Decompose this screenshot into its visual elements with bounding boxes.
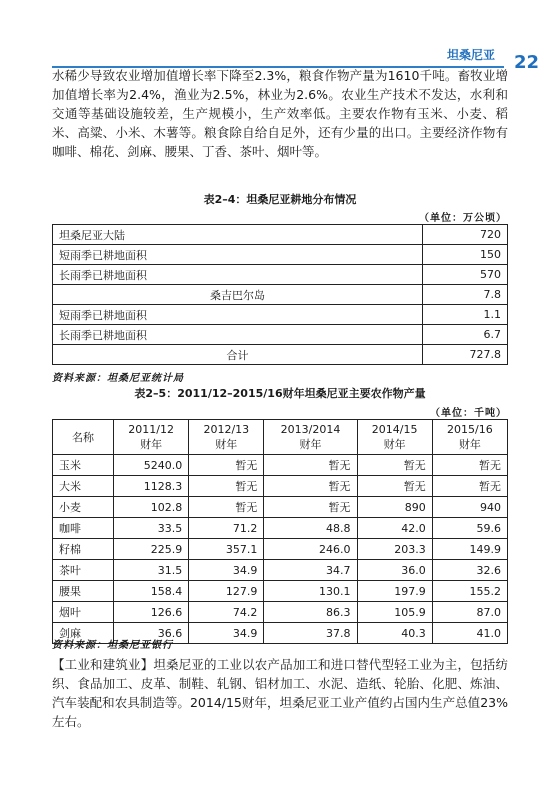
crop-value: 149.9 bbox=[432, 539, 507, 560]
fiscal-year-label: 财年 bbox=[299, 437, 322, 451]
crop-value: 225.9 bbox=[114, 539, 189, 560]
table2-year-header bbox=[189, 420, 264, 455]
year-label: 2011/12 bbox=[128, 422, 174, 436]
crop-value: 暂无 bbox=[264, 476, 357, 497]
crop-value: 41.0 bbox=[432, 623, 507, 644]
industry-paragraph bbox=[52, 655, 508, 731]
crop-value: 37.8 bbox=[264, 623, 357, 644]
year-label: 2013/2014 bbox=[280, 422, 341, 436]
table2-row bbox=[53, 455, 508, 476]
table1-row-value: 6.7 bbox=[423, 325, 508, 345]
industry-text: 坦桑尼亚的工业以农产品加工和进口替代型轻工业为主，包括纺织、食品加工、皮革、制鞋、轧钢、铝材加工、水泥、造纸、轮胎、化肥、炼油、汽车装配和农具制造等。2014/15财年，坦桑尼亚工业产值约占国内生产总值23%左右。 bbox=[52, 657, 508, 729]
crop-name: 腰果 bbox=[53, 581, 114, 602]
table1-row bbox=[53, 325, 508, 345]
crop-value: 暂无 bbox=[189, 476, 264, 497]
crop-value: 203.3 bbox=[357, 539, 432, 560]
crop-value: 暂无 bbox=[357, 455, 432, 476]
crop-value: 48.8 bbox=[264, 518, 357, 539]
table1-row-name: 短雨季已耕地面积 bbox=[53, 245, 423, 265]
fiscal-year-label: 财年 bbox=[383, 437, 406, 451]
crop-value: 31.5 bbox=[114, 560, 189, 581]
table1-row-value: 570 bbox=[423, 265, 508, 285]
table1-row-name: 桑吉巴尔岛 bbox=[53, 285, 423, 305]
table2-year-header bbox=[432, 420, 507, 455]
page-number: 22 bbox=[513, 52, 539, 73]
crop-value: 暂无 bbox=[432, 455, 507, 476]
crop-value: 暂无 bbox=[189, 497, 264, 518]
table1-source: 资料来源：坦桑尼亚统计局 bbox=[52, 373, 184, 384]
crop-name: 咖啡 bbox=[53, 518, 114, 539]
table1-row bbox=[53, 285, 508, 305]
table1-caption: 表2–4：坦桑尼亚耕地分布情况 bbox=[203, 193, 357, 206]
crop-value: 暂无 bbox=[432, 476, 507, 497]
crop-value: 暂无 bbox=[264, 497, 357, 518]
table2-caption: 表2–5：2011/12–2015/16财年坦桑尼亚主要农作物产量 bbox=[134, 387, 426, 400]
year-label: 2015/16 bbox=[447, 422, 493, 436]
crop-value: 87.0 bbox=[432, 602, 507, 623]
crop-value: 105.9 bbox=[357, 602, 432, 623]
crop-value: 130.1 bbox=[264, 581, 357, 602]
table2-source: 资料来源：坦桑尼亚银行 bbox=[52, 640, 173, 651]
table1-row-name: 短雨季已耕地面积 bbox=[53, 305, 423, 325]
table2-year-header bbox=[264, 420, 357, 455]
table1-row-value: 7.8 bbox=[423, 285, 508, 305]
crop-value: 暂无 bbox=[264, 455, 357, 476]
table1-row-name: 坦桑尼亚大陆 bbox=[53, 225, 423, 245]
crop-value: 59.6 bbox=[432, 518, 507, 539]
table2-row bbox=[53, 581, 508, 602]
crop-output-table bbox=[52, 419, 508, 644]
table2-unit: （单位：千吨） bbox=[430, 408, 507, 419]
crop-value: 36.0 bbox=[357, 560, 432, 581]
running-title: 坦桑尼亚 bbox=[446, 48, 495, 62]
crop-name: 烟叶 bbox=[53, 602, 114, 623]
crop-value: 246.0 bbox=[264, 539, 357, 560]
crop-value: 5240.0 bbox=[114, 455, 189, 476]
crop-value: 36.6 bbox=[114, 623, 189, 644]
crop-value: 34.9 bbox=[189, 623, 264, 644]
table1-row bbox=[53, 225, 508, 245]
table2-year-header bbox=[357, 420, 432, 455]
crop-value: 126.6 bbox=[114, 602, 189, 623]
table2-row bbox=[53, 539, 508, 560]
crop-name: 籽棉 bbox=[53, 539, 114, 560]
crop-value: 34.7 bbox=[264, 560, 357, 581]
crop-value: 34.9 bbox=[189, 560, 264, 581]
crop-value: 32.6 bbox=[432, 560, 507, 581]
crop-value: 155.2 bbox=[432, 581, 507, 602]
cultivated-land-table bbox=[52, 224, 508, 365]
crop-value: 158.4 bbox=[114, 581, 189, 602]
table2-year-header bbox=[114, 420, 189, 455]
table1-row-value: 1.1 bbox=[423, 305, 508, 325]
fiscal-year-label: 财年 bbox=[140, 437, 163, 451]
crop-value: 357.1 bbox=[189, 539, 264, 560]
table2-row bbox=[53, 602, 508, 623]
table2-row bbox=[53, 476, 508, 497]
crop-name: 茶叶 bbox=[53, 560, 114, 581]
crop-value: 1128.3 bbox=[114, 476, 189, 497]
crop-value: 86.3 bbox=[264, 602, 357, 623]
intro-paragraph: 水稀少导致农业增加值增长率下降至2.3%，粮食作物产量为1610千吨。畜牧业增加值增长率为2.4%，渔业为2.5%，林业为2.6%。农业生产技术不发达，水利和交通等基础设施较差，生产规模小，生产效率低。主要农作物有玉米、小麦、稻米、高粱、小米、木薯等。粮食除自给自足外，还有少量的出口。主要经济作物有咖啡、棉花、剑麻、腰果、丁香、茶叶、烟叶等。 bbox=[52, 68, 508, 159]
crop-value: 暂无 bbox=[189, 455, 264, 476]
crop-value: 暂无 bbox=[357, 476, 432, 497]
table2-row bbox=[53, 560, 508, 581]
table1-row-name: 长雨季已耕地面积 bbox=[53, 325, 423, 345]
table2-row bbox=[53, 497, 508, 518]
crop-value: 127.9 bbox=[189, 581, 264, 602]
crop-name: 大米 bbox=[53, 476, 114, 497]
fiscal-year-label: 财年 bbox=[215, 437, 238, 451]
table1-row bbox=[53, 265, 508, 285]
crop-value: 940 bbox=[432, 497, 507, 518]
table1-row-name: 合计 bbox=[53, 345, 423, 365]
table1-row-name: 长雨季已耕地面积 bbox=[53, 265, 423, 285]
crop-value: 74.2 bbox=[189, 602, 264, 623]
crop-name: 剑麻 bbox=[53, 623, 114, 644]
crop-value: 890 bbox=[357, 497, 432, 518]
table2-name-header: 名称 bbox=[53, 420, 114, 455]
table1-row-value: 150 bbox=[423, 245, 508, 265]
industry-heading: 【工业和建筑业】 bbox=[52, 657, 154, 672]
crop-value: 197.9 bbox=[357, 581, 432, 602]
crop-value: 42.0 bbox=[357, 518, 432, 539]
table1-row bbox=[53, 345, 508, 365]
year-label: 2012/13 bbox=[203, 422, 250, 436]
table1-row-value: 720 bbox=[423, 225, 508, 245]
crop-value: 40.3 bbox=[357, 623, 432, 644]
crop-value: 102.8 bbox=[114, 497, 189, 518]
table1-row bbox=[53, 245, 508, 265]
table1-row bbox=[53, 305, 508, 325]
crop-value: 71.2 bbox=[189, 518, 264, 539]
table1-unit: （单位：万公顷） bbox=[419, 213, 507, 224]
fiscal-year-label: 财年 bbox=[458, 437, 481, 451]
table1-row-value: 727.8 bbox=[423, 345, 508, 365]
table2-row bbox=[53, 518, 508, 539]
crop-value: 33.5 bbox=[114, 518, 189, 539]
crop-name: 玉米 bbox=[53, 455, 114, 476]
year-label: 2014/15 bbox=[371, 422, 418, 436]
crop-name: 小麦 bbox=[53, 497, 114, 518]
